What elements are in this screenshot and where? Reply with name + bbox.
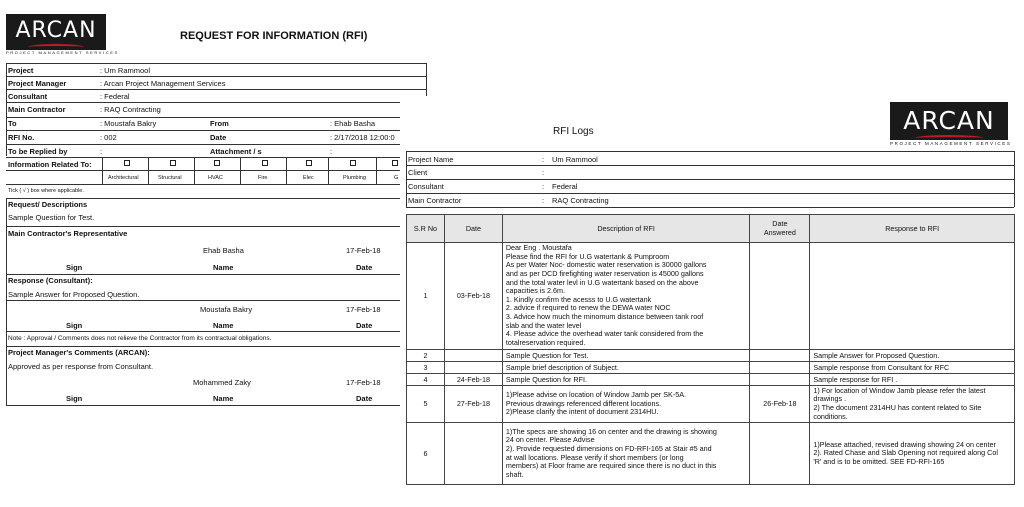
info-colon: :: [542, 168, 545, 177]
cell-description: 1)Please advise on location of Window Jamb per SK-5A. Previous drawings referenced different locations. 2)Please clarify the intent of document 2314HU.: [502, 385, 750, 423]
rule: [102, 157, 103, 184]
category-structural: Structural: [158, 175, 182, 181]
sign-label: Sign: [66, 321, 83, 330]
resp-date: 17-Feb-18: [346, 305, 381, 314]
cell-description: Sample Question for Test.: [502, 349, 750, 361]
request-text: Sample Question for Test.: [8, 213, 95, 222]
cell-date: [444, 423, 502, 485]
contractor-value: : RAQ Contracting: [100, 105, 161, 114]
rule: [376, 157, 377, 184]
rule: [6, 63, 426, 64]
table-row: [407, 385, 1015, 423]
table-row: [407, 423, 1015, 485]
cell-description: Sample brief description of Subject.: [502, 361, 750, 373]
rfi-form-title: REQUEST FOR INFORMATION (RFI): [180, 30, 368, 42]
brand-tagline: PROJECT MANAGEMENT SERVICES: [6, 50, 119, 55]
category-elec: Elec: [303, 175, 314, 181]
note-text: Note : Approval / Comments does not relieve the Contractor from its contractual obligations.: [8, 335, 272, 342]
table-row: [407, 361, 1015, 373]
brand-tagline: PROJECT MANAGEMENT SERVICES: [890, 141, 1012, 146]
consultant-value: : Federal: [100, 92, 130, 101]
rep-name: Ehab Basha: [203, 246, 244, 255]
rule: [194, 157, 195, 184]
header-response: Response to RFI: [810, 215, 1015, 243]
date-label: Date: [356, 394, 373, 403]
rule: [6, 130, 400, 131]
tick-note: Tick ( √ ) box where applicable.: [8, 188, 84, 194]
cell-date-answered: [750, 423, 810, 485]
logs-title: RFI Logs: [553, 126, 594, 137]
rule: [6, 226, 426, 227]
attach-value: :: [330, 147, 333, 156]
cell-date-answered: [750, 361, 810, 373]
cell-no: 3: [407, 361, 445, 373]
cell-date: [444, 349, 502, 361]
project-value: : Um Rammool: [100, 66, 151, 75]
info-colon: :: [542, 182, 545, 191]
request-heading: Request/ Descriptions: [8, 200, 88, 209]
rule: [6, 102, 426, 103]
from-label: From: [210, 119, 229, 128]
cell-response: [810, 243, 1015, 350]
category-checkbox[interactable]: [392, 160, 398, 166]
resp-name: Moustafa Bakry: [200, 305, 253, 314]
header-description: Description of RFI: [502, 215, 750, 243]
sign-label: Sign: [66, 263, 83, 272]
cell-date: 27-Feb-18: [444, 385, 502, 423]
rule: [6, 405, 426, 406]
table-row: [407, 349, 1015, 361]
logo-tagline-box: [890, 141, 1012, 147]
cell-date: 03-Feb-18: [444, 243, 502, 350]
header-date: Date: [444, 215, 502, 243]
replied-label: To be Replied by: [8, 147, 68, 156]
rule: [6, 300, 426, 301]
rfi-no-label: RFI No.: [8, 133, 35, 142]
category-checkbox[interactable]: [124, 160, 130, 166]
category-checkbox[interactable]: [170, 160, 176, 166]
cell-no: 2: [407, 349, 445, 361]
name-label: Name: [213, 394, 234, 403]
info-value-consultant: Federal: [552, 182, 578, 191]
rule: [6, 331, 426, 332]
date-label: Date: [356, 263, 373, 272]
category-checkbox[interactable]: [214, 160, 220, 166]
cell-response: Sample response for RFI .: [810, 373, 1015, 385]
cell-response: Sample Answer for Proposed Question.: [810, 349, 1015, 361]
rule: [328, 157, 329, 184]
rule: [406, 151, 1014, 152]
rep-heading: Main Contractor's Representative: [8, 229, 128, 238]
replied-value: :: [100, 147, 103, 156]
cell-date: [444, 361, 502, 373]
cell-no: 5: [407, 385, 445, 423]
pm-value: : Arcan Project Management Services: [100, 79, 226, 88]
rule: [6, 76, 426, 77]
rule: [286, 157, 287, 184]
info-label-project: Project Name: [408, 155, 454, 164]
cell-date-answered: [750, 243, 810, 350]
cell-date-answered: [750, 349, 810, 361]
rule: [6, 89, 426, 90]
rule: [6, 198, 7, 405]
arcan-logo-right: [890, 102, 1008, 140]
rfi-logs: [400, 96, 1024, 501]
rule: [6, 274, 426, 275]
rule: [240, 157, 241, 184]
cell-date-answered: 26-Feb-18: [750, 385, 810, 423]
cell-date-answered: [750, 373, 810, 385]
rule: [6, 117, 426, 118]
date-field-value: : 2/17/2018 12:00:0: [330, 133, 395, 142]
rule: [6, 170, 400, 171]
arcan-logo-left: [6, 14, 106, 50]
pm-heading: Project Manager's Comments (ARCAN):: [8, 348, 150, 357]
table-header-row: [407, 215, 1015, 243]
attach-label: Attachment / s: [210, 147, 262, 156]
name-label: Name: [213, 263, 234, 272]
rfi-form: [0, 0, 430, 410]
category-checkbox[interactable]: [350, 160, 356, 166]
rule: [406, 165, 1014, 166]
cell-description: Dear Eng . Moustafa Please find the RFI for U.G watertank & Pumproom As per Water Noc- domestic water reservation is 30000 gallons and as per DCD firefighting water reservation is 45000 gallons and the total water levl in U.G watertank based on the above capacities is 2.6m. 1. Kindly confirm the acesss to U.G watertank 2. advice if required to renew the DEWA water NOC 3. Advice how much the minomum distance between tank roof slab and the water level 4. Please advice the overhead water tank considered from the totalreservation required.: [502, 243, 750, 350]
rfi-no-value: : 002: [100, 133, 117, 142]
response-text: Sample Answer for Proposed Question.: [8, 290, 140, 299]
date-field-label: Date: [210, 133, 227, 142]
table-row: [407, 243, 1015, 350]
cell-description: Sample Question for RFI.: [502, 373, 750, 385]
category-plumbing: Plumbing: [343, 175, 366, 181]
info-label-client: Client: [408, 168, 428, 177]
cell-response: 1)Please attached, revised drawing showing 24 on center 2). Rated Chase and Slab Opening not required along Col 'R' and is to be omitted. SEE FD-RFI-165: [810, 423, 1015, 485]
cell-description: 1)The specs are showing 16 on center and the drawing is showing 24 on center. Please Advise 2). Provide requested dimensions on FD-RFI-165 at Stair #5 and at wall locations. Please verify if short members (or long members) at Floor frame are required since there is no duct in this shaft.: [502, 423, 750, 485]
category-checkbox[interactable]: [306, 160, 312, 166]
info-value-contractor: RAQ Contracting: [552, 196, 609, 205]
info-colon: :: [542, 155, 545, 164]
info-label-consultant: Consultant: [408, 182, 444, 191]
from-value: : Ehab Basha: [330, 119, 376, 128]
table-row: [407, 373, 1015, 385]
brand-name: ARCAN: [903, 106, 995, 135]
logo-tagline-box: [6, 50, 119, 56]
rule: [148, 157, 149, 184]
rule: [1014, 151, 1015, 207]
date-label: Date: [356, 321, 373, 330]
category-checkbox[interactable]: [262, 160, 268, 166]
to-label: To: [8, 119, 17, 128]
cell-no: 4: [407, 373, 445, 385]
consultant-label: Consultant: [8, 92, 48, 101]
response-heading: Response (Consultant):: [8, 276, 93, 285]
category-architectural: Architectural: [108, 175, 139, 181]
cell-response: 1) For location of Window Jamb please refer the latest drawings . 2) The document 2314HU has content related to Site conditions.: [810, 385, 1015, 423]
info-colon: :: [542, 196, 545, 205]
name-label: Name: [213, 321, 234, 330]
contractor-label: Main Contractor: [8, 105, 66, 114]
pm-date: 17-Feb-18: [346, 378, 381, 387]
info-value-project: Um Rammool: [552, 155, 598, 164]
rule: [406, 179, 1014, 180]
sign-label: Sign: [66, 394, 83, 403]
rep-date: 17-Feb-18: [346, 246, 381, 255]
info-label-contractor: Main Contractor: [408, 196, 462, 205]
rule: [406, 193, 1014, 194]
cell-no: 1: [407, 243, 445, 350]
category-g: G: [394, 175, 399, 181]
rule: [6, 346, 426, 347]
brand-name: ARCAN: [15, 18, 97, 43]
rule: [6, 157, 400, 158]
cell-no: 6: [407, 423, 445, 485]
pm-name: Mohammed Zaky: [193, 378, 251, 387]
rule: [6, 198, 426, 199]
to-value: : Moustafa Bakry: [100, 119, 157, 128]
rule: [6, 184, 400, 185]
category-fire: Fire: [258, 175, 268, 181]
pm-text: Approved as per response from Consultant.: [8, 362, 154, 371]
cell-response: Sample response from Consultant for RFC: [810, 361, 1015, 373]
rule: [6, 144, 400, 145]
project-label: Project: [8, 66, 34, 75]
header-date-answered: Date Answered: [750, 215, 810, 243]
category-hvac: HVAC: [208, 175, 223, 181]
header-sr-no: S.R No: [407, 215, 445, 243]
rfi-log-table: [406, 214, 1015, 485]
cell-date: 24-Feb-18: [444, 373, 502, 385]
pm-label: Project Manager: [8, 79, 67, 88]
rule: [406, 207, 1014, 208]
info-related-label: Information Related To:: [8, 160, 92, 169]
